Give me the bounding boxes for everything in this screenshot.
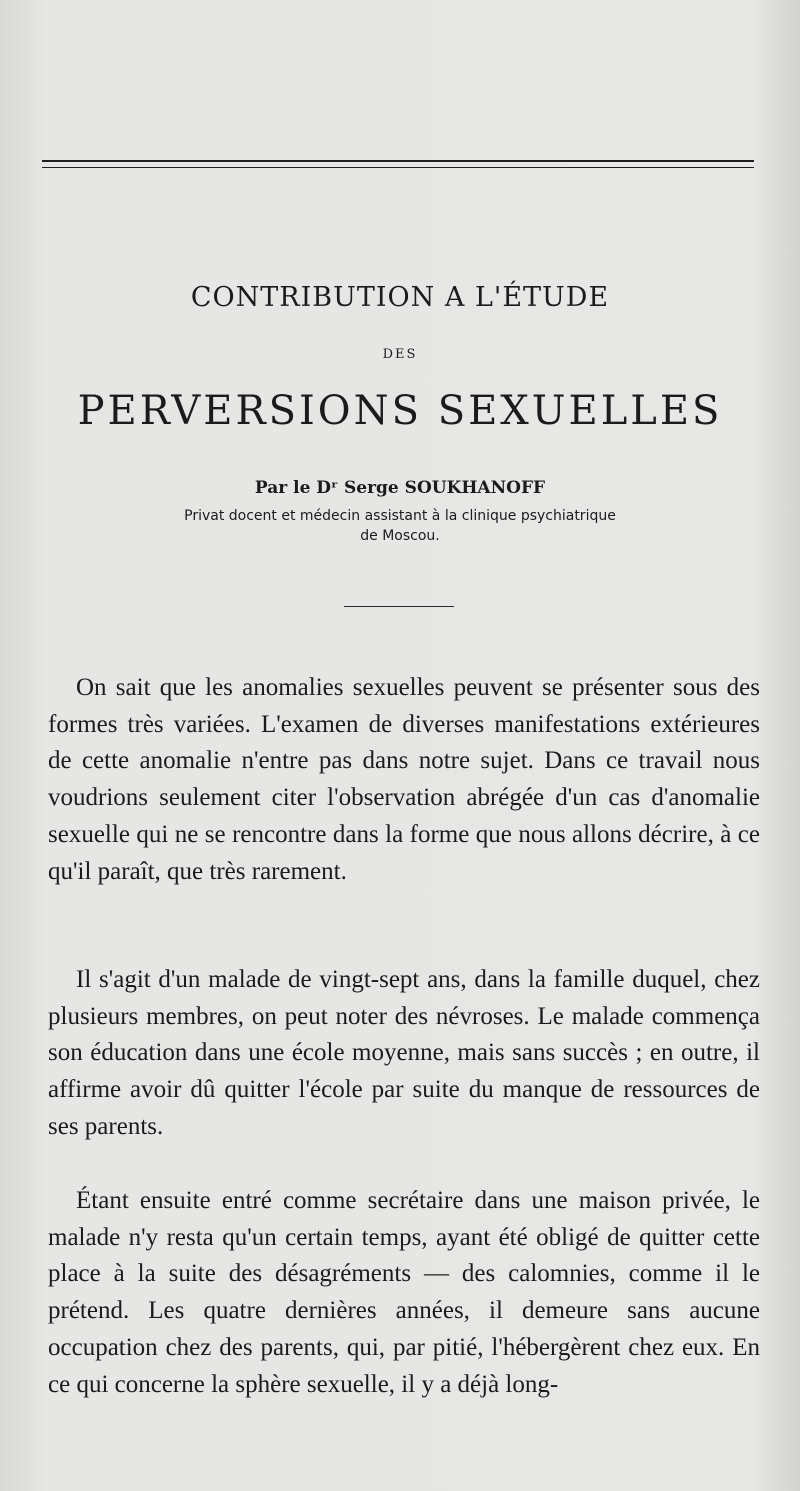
affiliation-line1: Privat docent et médecin assistant à la clinique psychiatrique <box>184 508 616 524</box>
paragraph-text: Il s'agit d'un malade de vingt-sept ans, dans la famille duquel, chez plusieurs membres, on peut noter des névroses. Le malade commença son éducation dans une école moyenne, mais sans succès ; en outre, il affirme avoir dû quitter l'école par suite du manque de ressources de ses parents. <box>48 966 760 1140</box>
section-separator <box>344 606 454 607</box>
body-paragraph <box>48 962 760 1146</box>
article-title-main: PERVERSIONS SEXUELLES <box>77 388 723 434</box>
affiliation-line2: de Moscou. <box>360 528 440 544</box>
article-title-line1: CONTRIBUTION A L'ÉTUDE <box>190 282 610 313</box>
paragraph-text: On sait que les anomalies sexuelles peuvent se présenter sous des formes très variées. L'examen de diverses manifestations extérieures de cette anomalie n'entre pas dans notre sujet. Dans ce travail nous voudrions seulement citer l'observation abrégée d'un cas d'anomalie sexuelle qui ne se rencontre dans la forme que nous allons décrire, à ce qu'il paraît, que très rarement. <box>48 674 760 885</box>
body-paragraph <box>48 1183 760 1403</box>
header-rule-bottom <box>42 167 754 168</box>
paragraph-text: Étant ensuite entré comme secrétaire dans une maison privée, le malade n'y resta qu'un certain temps, ayant été obligé de quitter cette place à la suite des désagréments — des calomnies, comme il le prétend. Les quatre dernières années, il demeure sans aucune occupation chez des parents, qui, par pitié, l'hébergèrent chez eux. En ce qui concerne la sphère sexuelle, il y a déjà long- <box>48 1187 760 1398</box>
header-rule-top <box>42 160 754 162</box>
article-title-line2: DES <box>382 347 418 362</box>
author-line: Par le Dʳ Serge SOUKHANOFF <box>254 478 546 498</box>
body-paragraph <box>48 670 760 890</box>
